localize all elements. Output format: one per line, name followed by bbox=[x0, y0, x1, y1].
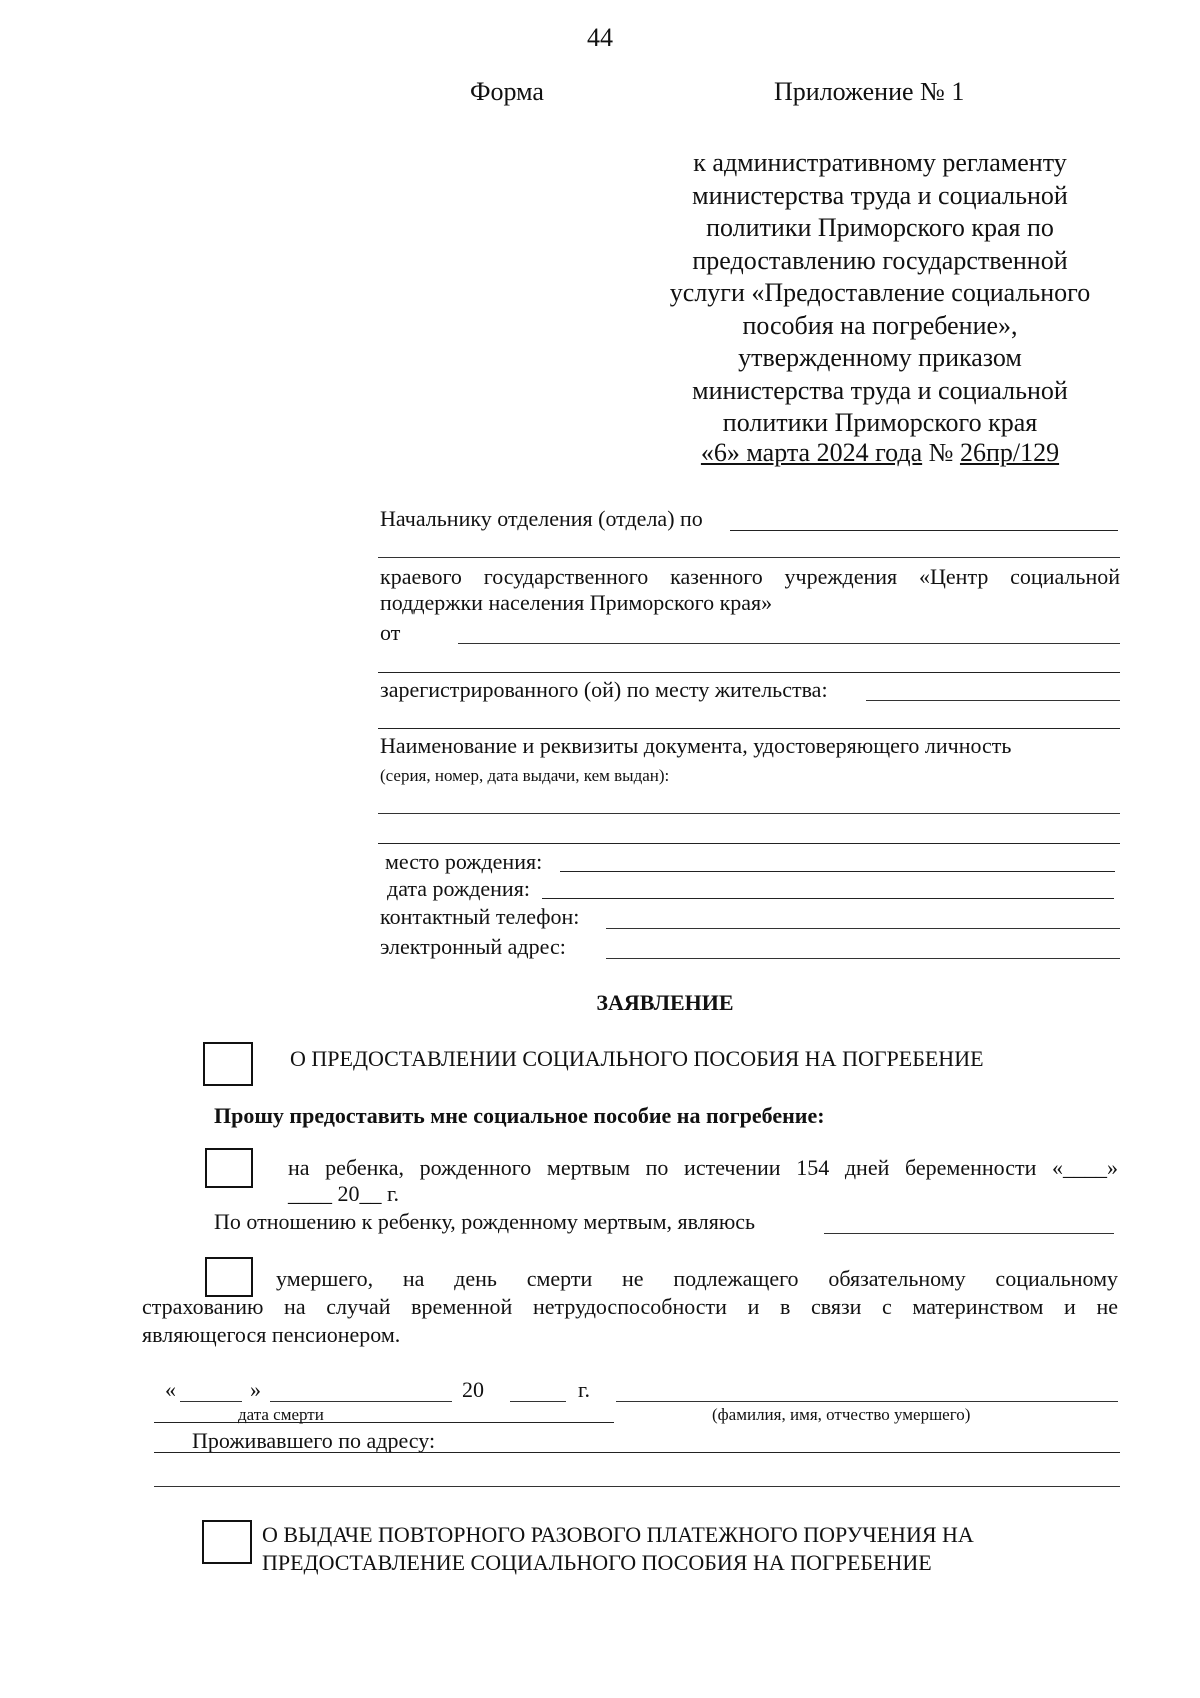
form-label: Форма bbox=[470, 77, 544, 106]
statement-title: ЗАЯВЛЕНИЕ bbox=[596, 990, 734, 1015]
id-document-field[interactable] bbox=[378, 813, 1120, 814]
death-year-field[interactable] bbox=[510, 1401, 566, 1402]
option-stillborn-child-checkbox[interactable] bbox=[205, 1148, 253, 1188]
death-date-underline bbox=[154, 1422, 614, 1423]
deceased-address-field[interactable] bbox=[154, 1452, 1120, 1453]
order-reference bbox=[620, 437, 1140, 469]
institution-line-2: поддержки населения Приморского края» bbox=[380, 590, 773, 615]
deceased-text-1: умершего, на день смерти не подлежащего обязательному социальному bbox=[276, 1266, 1118, 1291]
order-number-sign: № bbox=[928, 438, 954, 467]
option-burial-allowance-checkbox[interactable] bbox=[203, 1042, 253, 1086]
death-date-caption: дата смерти bbox=[238, 1405, 324, 1424]
phone-label: контактный телефон: bbox=[380, 904, 580, 929]
head-of-department-label: Начальнику отделения (отдела) по bbox=[380, 506, 703, 531]
date-year-suffix: г. bbox=[578, 1377, 591, 1402]
registered-address-field-2[interactable] bbox=[378, 728, 1120, 729]
birthplace-field[interactable] bbox=[560, 871, 1115, 872]
appendix-label: Приложение № 1 bbox=[774, 77, 965, 106]
regulation-line: министерства труда и социальной bbox=[692, 180, 1068, 210]
email-label: электронный адрес: bbox=[380, 934, 566, 959]
department-name-field[interactable] bbox=[730, 530, 1118, 531]
option-deceased-checkbox[interactable] bbox=[205, 1257, 253, 1297]
email-field[interactable] bbox=[606, 958, 1120, 959]
registered-address-field[interactable] bbox=[866, 700, 1120, 701]
id-document-hint: (серия, номер, дата выдачи, кем выдан): bbox=[380, 766, 670, 785]
regulation-line: пособия на погребение», bbox=[742, 310, 1018, 340]
page-number: 44 bbox=[587, 23, 613, 52]
registered-address-label: зарегистрированного (ой) по месту жительства: bbox=[380, 677, 828, 702]
deceased-text-3: являющегося пенсионером. bbox=[142, 1322, 401, 1347]
institution-line-1: краевого государственного казенного учреждения «Центр социальной bbox=[380, 564, 1120, 589]
regulation-reference bbox=[620, 147, 1140, 440]
date-close-quote: » bbox=[250, 1377, 261, 1402]
deceased-address-field-2[interactable] bbox=[154, 1486, 1120, 1487]
birthplace-label: место рождения: bbox=[385, 849, 543, 874]
phone-field[interactable] bbox=[606, 928, 1120, 929]
regulation-line: политики Приморского края по bbox=[706, 213, 1054, 242]
regulation-line: к административному регламенту bbox=[693, 148, 1067, 177]
option-burial-allowance-title: О ПРЕДОСТАВЛЕНИИ СОЦИАЛЬНОГО ПОСОБИЯ НА ПОГРЕБЕНИЕ bbox=[290, 1046, 984, 1071]
id-document-label: Наименование и реквизиты документа, удостоверяющего личность bbox=[380, 733, 1012, 758]
regulation-line: услуги «Предоставление социального bbox=[669, 278, 1091, 307]
request-text: Прошу предоставить мне социальное пособие на погребение: bbox=[214, 1103, 825, 1128]
birthdate-label: дата рождения: bbox=[387, 876, 530, 901]
regulation-line: утвержденному приказом bbox=[738, 343, 1022, 372]
order-number: 26пр/129 bbox=[959, 438, 1060, 467]
deceased-name-caption: (фамилия, имя, отчество умершего) bbox=[712, 1405, 971, 1424]
department-name-field-2[interactable] bbox=[378, 557, 1120, 558]
relation-label: По отношению к ребенку, рожденному мертвым, являюсь bbox=[214, 1209, 756, 1234]
date-year-prefix: 20 bbox=[462, 1377, 484, 1402]
id-document-field-2[interactable] bbox=[378, 843, 1120, 844]
birthdate-field[interactable] bbox=[542, 898, 1114, 899]
deceased-name-field[interactable] bbox=[616, 1401, 1118, 1402]
order-date: «6» марта 2024 года bbox=[700, 438, 923, 467]
deceased-text-2: страхованию на случай временной нетрудоспособности и в связи с материнством и не bbox=[142, 1294, 1118, 1319]
from-label: от bbox=[380, 620, 401, 645]
address-label: Проживавшего по адресу: bbox=[192, 1428, 436, 1453]
date-open-quote: « bbox=[165, 1377, 176, 1402]
option-repeat-payment-line-1: О ВЫДАЧЕ ПОВТОРНОГО РАЗОВОГО ПЛАТЕЖНОГО ПОРУЧЕНИЯ НА bbox=[262, 1522, 974, 1547]
regulation-line: предоставлению государственной bbox=[692, 245, 1068, 275]
option-repeat-payment-checkbox[interactable] bbox=[202, 1520, 252, 1564]
regulation-line: политики Приморского края bbox=[722, 408, 1038, 437]
applicant-name-field[interactable] bbox=[458, 643, 1120, 644]
death-day-field[interactable] bbox=[180, 1401, 242, 1402]
relation-field[interactable] bbox=[824, 1233, 1114, 1234]
applicant-name-field-2[interactable] bbox=[378, 672, 1120, 673]
stillborn-child-text-1: на ребенка, рожденного мертвым по истечении 154 дней беременности «____» bbox=[288, 1155, 1118, 1180]
stillborn-child-text-2: ____ 20__ г. bbox=[288, 1181, 400, 1206]
regulation-line: министерства труда и социальной bbox=[692, 375, 1068, 405]
death-month-field[interactable] bbox=[270, 1401, 452, 1402]
option-repeat-payment-line-2: ПРЕДОСТАВЛЕНИЕ СОЦИАЛЬНОГО ПОСОБИЯ НА ПОГРЕБЕНИЕ bbox=[262, 1550, 932, 1575]
